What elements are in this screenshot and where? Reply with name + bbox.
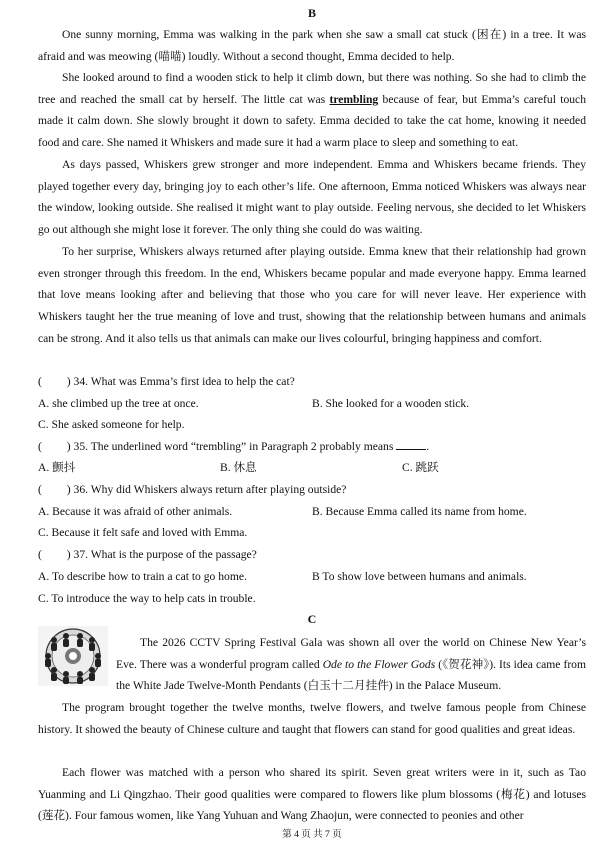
q34-option-b: B. She looked for a wooden stick. — [312, 397, 470, 410]
section-c-paragraph-3: Each flower was matched with a person who shared its spirit. Seven great writers were in it, such as Tao Yuanming and Li Qingzhao. Their good qualities were compared to flowers like plum blossoms (梅花) and lotuses (莲花). Four famous women, like Yang Yuhuan and Wang Zhaojun, were connected to peonies and other — [38, 766, 586, 823]
question-36: ( ) 36. Why did Whiskers always return after playing outside? — [38, 483, 347, 496]
section-b-paragraph-1: One sunny morning, Emma was walking in the park when she saw a small cat stuck (困在) in a tree. It was afraid and was meowing (喵喵) loudly. Without a second thought, Emma decided to help. — [38, 28, 586, 63]
section-c-heading: C — [307, 612, 317, 626]
question-34-stem: ) 34. What was Emma’s first idea to help the cat? — [66, 375, 295, 388]
section-b-paragraph-4: To her surprise, Whiskers always returned after playing outside. Emma knew that their relationship had grown even stronger through this freedom. In the end, Whiskers became popular and made everyone happy. Emma learned that love means looking after and believing that those who you care for will never leave. Her experience with Whiskers taught her the true meaning of love and trust, showing that the relationship between humans and animals can be strong. And it also tells us that animals can make our lives colourful, bringing happiness and comfort. — [38, 245, 586, 345]
program-title: Ode to the Flower Gods — [322, 657, 436, 671]
q35-option-c: C. 跳跃 — [402, 461, 439, 474]
section-b-paragraph-3: As days passed, Whiskers grew stronger and more independent. Emma and Whiskers became friends. They played together every day, bringing joy to each other’s life. One afternoon, Emma noticed Whiskers was always near the window, looking outside. She realised it might want to play outside. Feeling nervous, she decided to let Whiskers go out although she might lose it forever. The only thing she could do was waiting. — [38, 158, 586, 237]
question-35: ( ) 35. The underlined word “trembling” in Paragraph 2 probably means . — [38, 437, 429, 457]
section-b-heading: B — [307, 6, 316, 20]
question-36-stem: ) 36. Why did Whiskers always return after playing outside? — [66, 483, 347, 496]
paragraph-2-text-a: She looked around to find a wooden stick to help it climb down, but there was nothing. So she had to climb the tree and reached the small cat by herself. The little cat was — [38, 71, 586, 106]
question-34: ( ) 34. What was Emma’s first idea to help the cat? — [38, 375, 295, 388]
q35-option-b: B. 休息 — [220, 461, 257, 474]
question-37: ( ) 37. What is the purpose of the passage? — [38, 548, 257, 561]
q36-option-a: A. Because it was afraid of other animals. — [38, 505, 233, 518]
section-b-paragraph-2 — [38, 67, 586, 154]
q34-option-c: C. She asked someone for help. — [38, 418, 185, 431]
q36-option-c: C. Because it felt safe and loved with Emma. — [38, 526, 248, 539]
paragraph-c1-text-a: The 2026 CCTV Spring Festival Gala was shown all over the world on Chinese New Year’s Eve. There was a wonderful program called — [116, 636, 586, 671]
answer-blank — [396, 437, 426, 450]
q35-option-a: A. 颤抖 — [38, 461, 76, 474]
paragraph-2-text-b: because of fear, but Emma’s careful touch made it calm down. She slowly brought it down to safety. Emma decided to take the cat home, knowing it needed food and care. She named it Whiskers and made sure it had a warm place to sleep and something to eat. — [38, 92, 586, 150]
q37-option-a: A. To describe how to train a cat to go home. — [38, 570, 247, 583]
section-c-paragraph-2: The program brought together the twelve months, twelve flowers, and twelve famous people from Chinese history. It showed the beauty of Chinese culture and taught that flowers can stand for good qualities and great ideas. — [38, 701, 586, 736]
q37-option-b: B To show love between humans and animals. — [312, 570, 527, 583]
q34-option-a: A. she climbed up the tree at once. — [38, 397, 199, 410]
q36-option-b: B. Because Emma called its name from home. — [312, 505, 527, 518]
question-35-stem: ) 35. The underlined word “trembling” in Paragraph 2 probably means — [66, 440, 394, 453]
q37-option-c: C. To introduce the way to help cats in trouble. — [38, 592, 256, 605]
underlined-word: trembling — [329, 92, 379, 106]
section-c-paragraph-1 — [38, 632, 586, 697]
page-footer: 第 4 页 共 7 页 — [282, 830, 342, 840]
paragraph-c1-text-b: (《贺花神》). Its idea came from the White Jade Twelve-Month Pendants (白玉十二月挂件) in the Palace Museum. — [116, 657, 586, 693]
question-37-stem: ) 37. What is the purpose of the passage? — [66, 548, 257, 561]
